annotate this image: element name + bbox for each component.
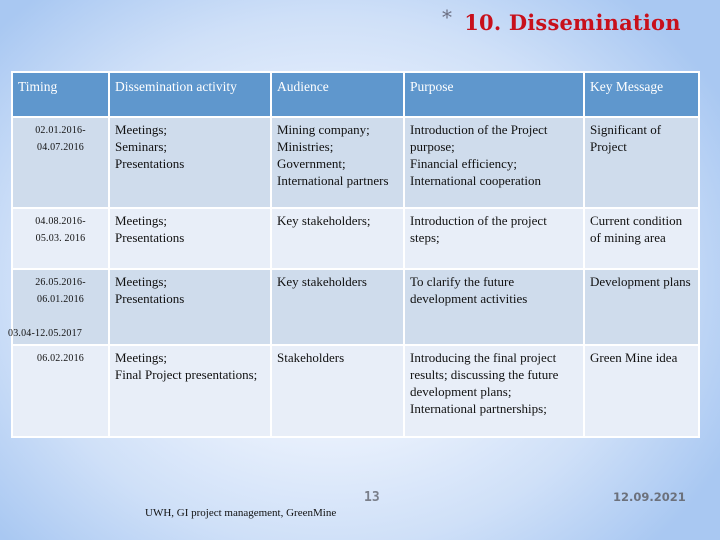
dissemination-table [8,71,700,438]
cell-timing: 26.05.2016- 06.01.2016 03.04-12.05.2017 [12,269,109,345]
timing-extra: 03.04-12.05.2017 [8,328,83,339]
table-row [12,117,699,208]
cell-audience: Key stakeholders [271,269,404,345]
cell-purpose: To clarify the future development activities [404,269,584,345]
footer-text: UWH, GI project management, GreenMine [145,507,337,519]
cell-purpose: Introduction of the project steps; [404,208,584,269]
cell-activity: Meetings; Presentations [109,208,271,269]
cell-audience: Stakeholders [271,345,404,437]
header-activity: Dissemination activity [109,72,271,117]
cell-key-message: Development plans [584,269,699,345]
cell-activity: Meetings; Presentations [109,269,271,345]
table-row [12,208,699,269]
cell-audience: Key stakeholders; [271,208,404,269]
cell-key-message: Significant of Project [584,117,699,208]
cell-activity: Meetings; Seminars; Presentations [109,117,271,208]
slide-title [442,5,681,35]
slide-title-text: 10. Dissemination [464,10,681,35]
cell-key-message: Green Mine idea [584,345,699,437]
header-key-message: Key Message [584,72,699,117]
header-timing: Timing [12,72,109,117]
table-header-row [12,72,699,117]
table-row [12,345,699,437]
header-audience: Audience [271,72,404,117]
cell-audience: Mining company; Ministries; Government; International partners [271,117,404,208]
table-row [12,269,699,345]
cell-purpose: Introducing the final project results; discussing the future development plans; International partnerships; [404,345,584,437]
header-purpose: Purpose [404,72,584,117]
cell-key-message: Current condition of mining area [584,208,699,269]
footer-date: 12.09.2021 [613,490,686,504]
cell-timing: 02.01.2016- 04.07.2016 [12,117,109,208]
page-number: 13 [364,490,380,505]
cell-timing: 06.02.2016 [12,345,109,437]
cell-purpose: Introduction of the Project purpose; Financial efficiency; International cooperation [404,117,584,208]
cell-activity: Meetings; Final Project presentations; [109,345,271,437]
bullet-star-icon: * [442,5,453,29]
cell-timing: 04.08.2016- 05.03. 2016 [12,208,109,269]
